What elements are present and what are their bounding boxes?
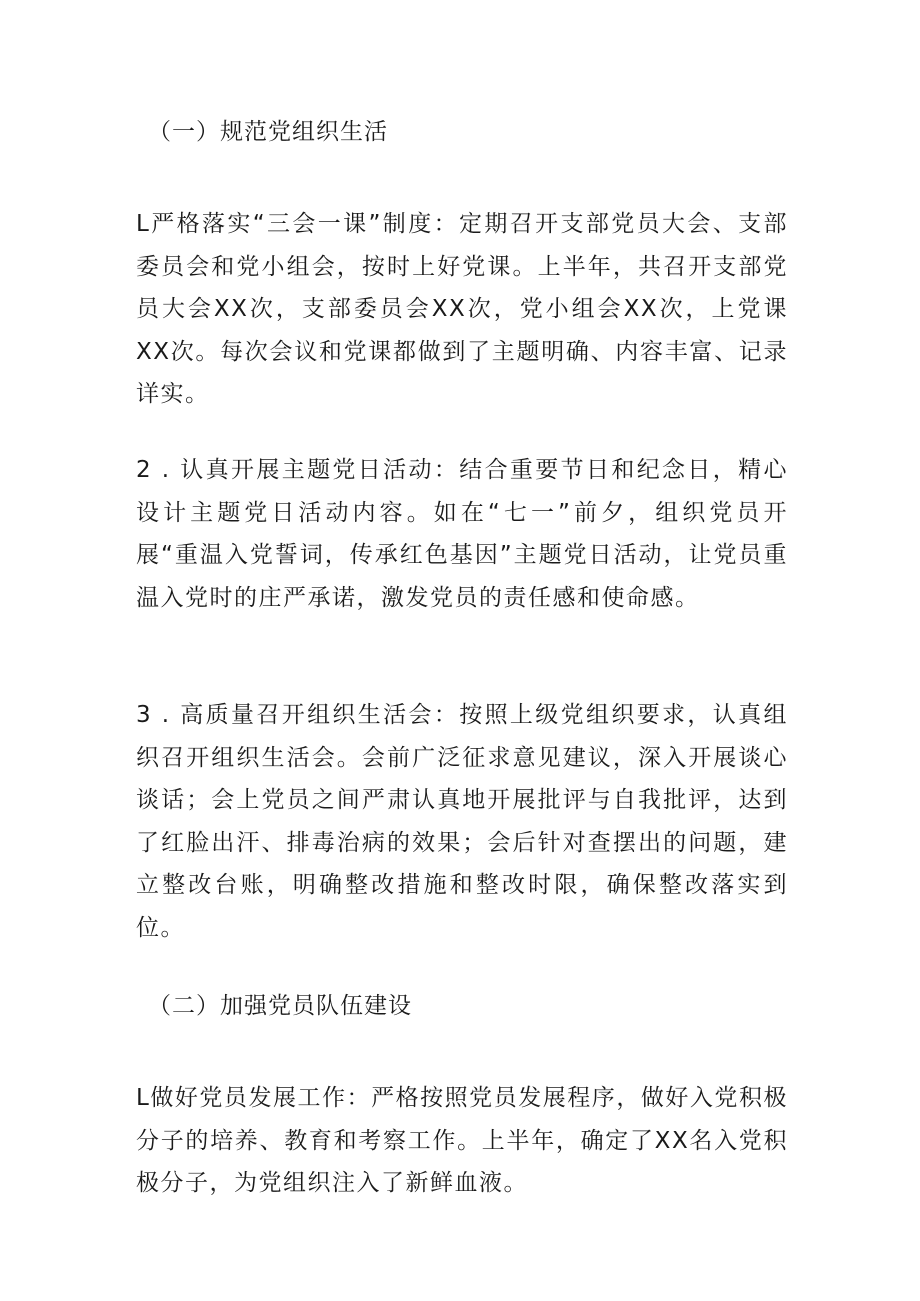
- paragraph-3: 3 . 高质量召开组织生活会：按照上级党组织要求，认真组织召开组织生活会。会前广泛征求意见建议，深入开展谈心谈话；会上党员之间严肃认真地开展批评与自我批评，达到了红脸出汗、排毒治病的效果；会后针对查摆出的问题，建立整改台账，明确整改措施和整改时限，确保整改落实到位。: [136, 702, 788, 941]
- paragraph-4: L做好党员发展工作：严格按照党员发展程序，做好入党积极分子的培养、教育和考察工作。上半年，确定了XX名入党积极分子，为党组织注入了新鲜血液。: [136, 1085, 788, 1196]
- section-heading-2: （二）加强党员队伍建设: [148, 993, 412, 1019]
- section-heading-1: （一）规范党组织生活: [148, 119, 388, 145]
- paragraph-2: 2 . 认真开展主题党日活动：结合重要节日和纪念日，精心设计主题党日活动内容。如在“七一”前夕，组织党员开展“重温入党誓词，传承红色基因”主题党日活动，让党员重温入党时的庄严承诺，激发党员的责任感和使命感。: [136, 457, 788, 611]
- paragraph-1: L严格落实“三会一课”制度：定期召开支部党员大会、支部委员会和党小组会，按时上好党课。上半年，共召开支部党员大会XX次，支部委员会XX次，党小组会XX次，上党课XX次。每次会议和党课都做到了主题明确、内容丰富、记录详实。: [136, 211, 788, 407]
